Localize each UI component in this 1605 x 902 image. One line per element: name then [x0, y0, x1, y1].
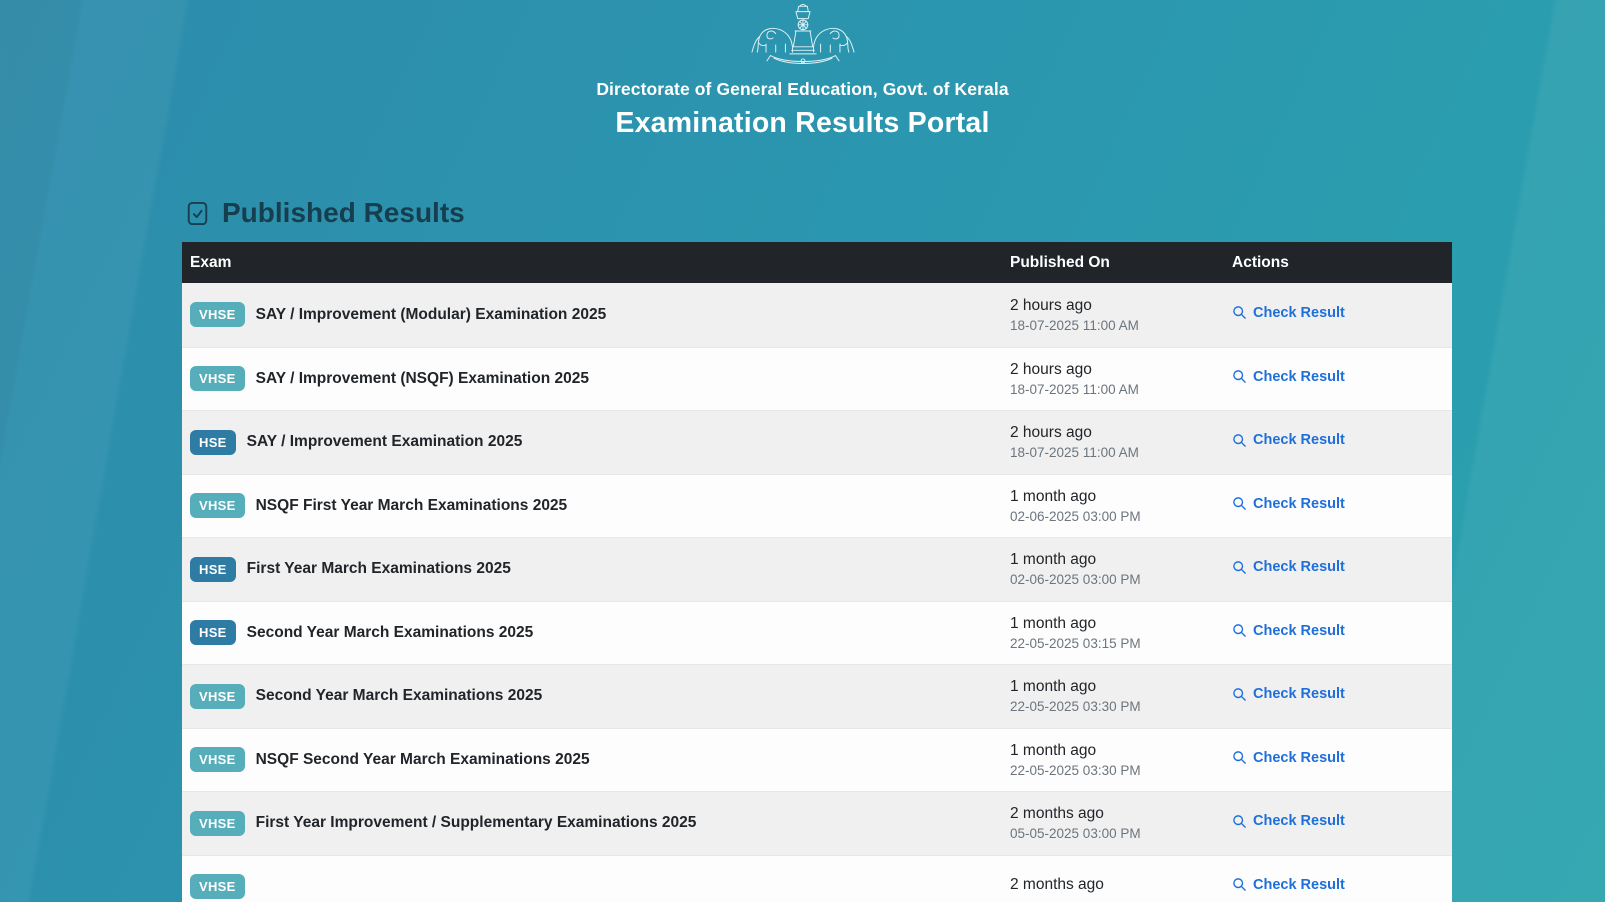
exam-name: SAY / Improvement Examination 2025 — [246, 433, 523, 451]
table-row — [182, 347, 1452, 411]
published-ago: 1 month ago — [1010, 487, 1097, 505]
published-ago: 1 month ago — [1010, 741, 1097, 759]
exam-type-badge: VHSE — [190, 747, 245, 772]
table-row — [182, 855, 1452, 902]
table-row — [182, 601, 1452, 665]
published-ago: 2 hours ago — [1010, 360, 1092, 378]
check-result-link[interactable] — [1232, 559, 1345, 575]
check-result-link[interactable] — [1232, 305, 1345, 321]
kerala-govt-emblem-icon — [737, 1, 869, 75]
published-results-section — [182, 197, 1452, 902]
table-row — [182, 664, 1452, 728]
exam-type-badge: VHSE — [190, 811, 245, 836]
published-ago: 2 months ago — [1010, 876, 1104, 894]
search-icon — [1232, 877, 1247, 892]
section-heading — [182, 197, 1452, 229]
published-date: 02-06-2025 03:00 PM — [1010, 572, 1141, 588]
table-row — [182, 283, 1452, 347]
check-result-label: Check Result — [1253, 432, 1345, 448]
published-ago: 1 month ago — [1010, 678, 1097, 696]
check-result-link[interactable] — [1232, 813, 1345, 829]
published-date: 18-07-2025 11:00 AM — [1010, 317, 1139, 333]
check-result-link[interactable] — [1232, 432, 1345, 448]
department-name: Directorate of General Education, Govt. of Kerala — [596, 79, 1009, 99]
column-header-published-on: Published On — [1010, 253, 1110, 271]
search-icon — [1232, 814, 1247, 829]
published-date: 05-05-2025 03:00 PM — [1010, 826, 1141, 842]
exam-name: NSQF Second Year March Examinations 2025 — [255, 750, 590, 768]
search-icon — [1232, 750, 1247, 765]
exam-type-badge: VHSE — [190, 684, 245, 709]
check-result-label: Check Result — [1253, 622, 1345, 639]
published-ago: 2 hours ago — [1010, 424, 1092, 442]
published-ago: 1 month ago — [1010, 614, 1097, 632]
search-icon — [1232, 496, 1247, 511]
table-row — [182, 728, 1452, 792]
published-date: 22-05-2025 03:30 PM — [1010, 762, 1141, 778]
table-row — [182, 791, 1452, 855]
column-header-exam: Exam — [190, 253, 232, 271]
search-icon — [1232, 623, 1247, 638]
check-result-link[interactable] — [1232, 623, 1345, 639]
search-icon — [1232, 687, 1247, 702]
check-result-link[interactable] — [1232, 369, 1345, 385]
check-result-link[interactable] — [1232, 877, 1345, 893]
section-title-text: Published Results — [222, 197, 465, 228]
published-date: 18-07-2025 11:00 AM — [1010, 381, 1139, 397]
exam-name: First Year Improvement / Supplementary Examinations 2025 — [255, 814, 697, 832]
exam-type-badge: VHSE — [190, 302, 245, 327]
table-body — [182, 283, 1452, 902]
search-icon — [1232, 433, 1247, 448]
check-result-label: Check Result — [1253, 304, 1345, 321]
results-table — [182, 242, 1452, 902]
published-ago: 2 months ago — [1010, 805, 1104, 823]
exam-name: SAY / Improvement (NSQF) Examination 2025 — [255, 369, 589, 387]
table-row — [182, 410, 1452, 474]
exam-name: First Year March Examinations 2025 — [246, 560, 511, 578]
column-header-actions: Actions — [1232, 253, 1289, 271]
published-date: 22-05-2025 03:15 PM — [1010, 635, 1141, 651]
published-date: 02-06-2025 03:00 PM — [1010, 508, 1141, 524]
search-icon — [1232, 305, 1247, 320]
check-result-link[interactable] — [1232, 496, 1345, 512]
portal-header — [0, 0, 1605, 140]
published-date: 18-07-2025 11:00 AM — [1010, 445, 1139, 461]
table-row — [182, 537, 1452, 601]
table-header-row — [182, 242, 1452, 283]
exam-type-badge: HSE — [190, 430, 236, 455]
published-ago: 1 month ago — [1010, 551, 1097, 569]
check-result-label: Check Result — [1253, 813, 1345, 829]
check-result-link[interactable] — [1232, 750, 1345, 766]
table-row — [182, 474, 1452, 538]
exam-type-badge: HSE — [190, 557, 236, 582]
exam-type-badge: VHSE — [190, 874, 245, 899]
file-check-icon — [184, 200, 211, 227]
exam-name: Second Year March Examinations 2025 — [255, 687, 543, 705]
published-date: 22-05-2025 03:30 PM — [1010, 699, 1141, 715]
check-result-label: Check Result — [1253, 368, 1345, 385]
exam-name: Second Year March Examinations 2025 — [246, 623, 534, 641]
portal-title: Examination Results Portal — [615, 107, 990, 139]
exam-type-badge: VHSE — [190, 366, 245, 391]
exam-name: NSQF First Year March Examinations 2025 — [255, 496, 568, 514]
check-result-label: Check Result — [1253, 876, 1345, 893]
check-result-label: Check Result — [1253, 749, 1345, 766]
exam-name: SAY / Improvement (Modular) Examination 2025 — [255, 305, 607, 323]
check-result-label: Check Result — [1253, 686, 1345, 702]
exam-type-badge: VHSE — [190, 493, 245, 518]
published-ago: 2 hours ago — [1010, 296, 1092, 314]
exam-type-badge: HSE — [190, 620, 236, 645]
search-icon — [1232, 560, 1247, 575]
check-result-link[interactable] — [1232, 686, 1345, 702]
check-result-label: Check Result — [1253, 495, 1345, 512]
check-result-label: Check Result — [1253, 559, 1345, 575]
search-icon — [1232, 369, 1247, 384]
